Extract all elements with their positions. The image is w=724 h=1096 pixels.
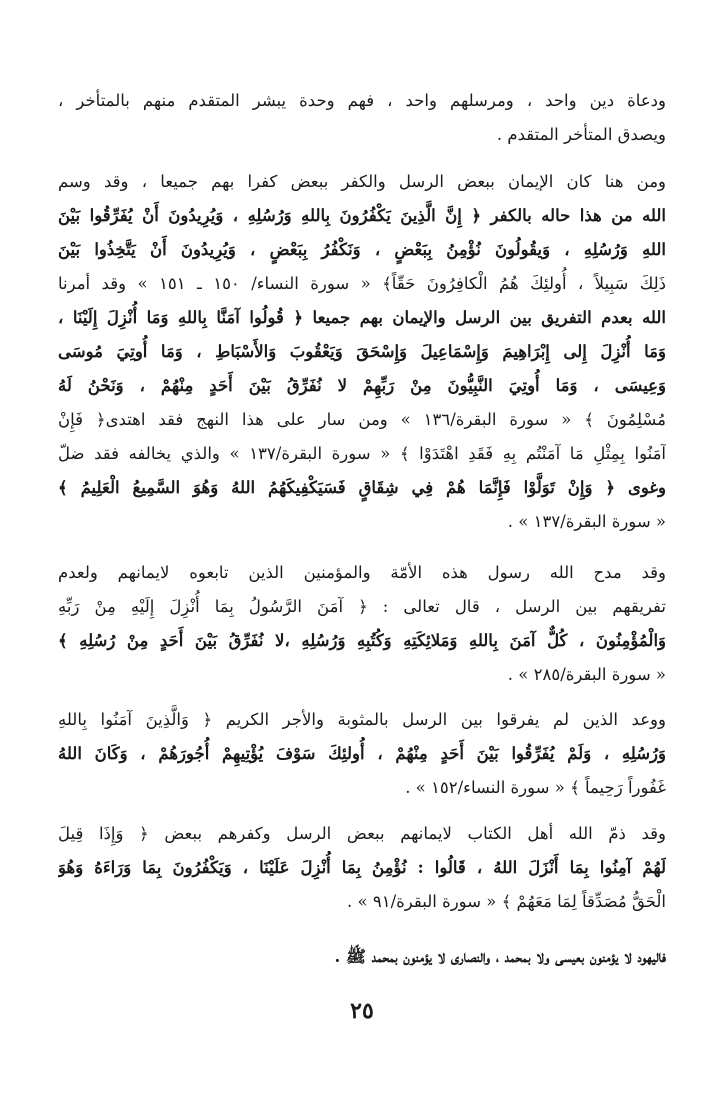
- text-line: فاليهود لا يؤمنون بعيسى ولا بمحمد ، والنصارى لا يؤمنون بمحمد ﷺ .: [334, 947, 666, 966]
- text-line: آمَنُوا بِمِثْلِ مَا آمَنْتُم بِهِ فَقَدِ اهْتَدَوْا ﴾ « سورة البقرة/١٣٧ » والذي يخالفه فقد ضلّ: [58, 444, 666, 463]
- text-line: وقد مدح الله رسول هذه الأمّة والمؤمنين الذين تابعوه لايمانهم ولعدم: [58, 563, 666, 582]
- text-line: وغوى ﴿ وَإِنْ تَوَلَّوْا فَإِنَّمَا هُمْ فِي شِقَاقٍ فَسَيَكْفِيكَهُمُ اللهُ وَهُوَ السَّمِيعُ الْعَلِيمُ ﴾: [58, 478, 666, 497]
- text-line: وَعِيسَى ، وَمَا أُوتِيَ النَّبِيُّونَ مِنْ رَبِّهِمْ لا نُفَرِّقُ بَيْنَ أَحَدٍ مِنْهُمْ ، وَنَحْنُ لَهُ: [58, 376, 666, 395]
- paragraph-6: [58, 940, 666, 974]
- text-line: تفريقهم بين الرسل ، قال تعالى : ﴿ آمَنَ الرَّسُولُ بِمَا أُنْزِلَ إِلَيْهِ مِنْ رَبِّهِ: [58, 597, 666, 616]
- text-line: اللهِ وَرُسُلِهِ ، وَيقُولُونَ نُؤْمِنُ بِبَعْضٍ ، وَنَكْفُرُ بِبَعْضٍ ، وَيُرِيدُونَ أَنْ يَتَّخِذُوا بَيْنَ: [58, 240, 666, 259]
- text-line: ويصدق المتأخر المتقدم .: [496, 125, 666, 144]
- text-line: « سورة البقرة/٢٨٥ » .: [507, 665, 666, 684]
- text-line: « سورة البقرة/١٣٧ » .: [507, 512, 666, 531]
- text-line: وَالْمُؤْمِنُونَ ، كُلٌّ آمَنَ بِاللهِ وَمَلائِكَتِهِ وَكُتُبِهِ وَرُسُلِهِ ،لا نُفَرِّقُ بَيْنَ أَحَدٍ مِنْ رُسُلِهِ ﴾: [58, 631, 666, 650]
- paragraph-3: [58, 556, 666, 692]
- paragraph-5: [58, 817, 666, 919]
- text-line: ودعاة دين واحد ، ومرسلهم واحد ، فهم وحدة يبشر المتقدم منهم بالمتأخر ،: [58, 91, 666, 110]
- text-line: الله بعدم التفريق بين الرسل والإيمان بهم جميعا ﴿ قُولُوا آمَنَّا بِاللهِ وَمَا أُنْزِلَ إِلَيْنَا ،: [58, 308, 666, 327]
- text-line: لَهُمْ آمِنُوا بِمَا أَنْزَلَ اللهُ ، قَالُوا : نُؤْمِنُ بِمَا أُنْزِلَ عَلَيْنَا ، وَيَكْفُرُونَ بِمَا وَرَاءَهُ وَهُوَ: [58, 858, 666, 877]
- text-line: ووعد الذين لم يفرقوا بين الرسل بالمثوبة والأجر الكريم ﴿ وَالَّذِينَ آمَنُوا بِاللهِ: [58, 710, 666, 729]
- text-line: مُسْلِمُونَ ﴾ « سورة البقرة/١٣٦ » ومن سار على هذا النهج فقد اهتدى﴿ فَإِنْ: [58, 410, 666, 429]
- text-line: ذَلِكَ سَبِيلاً ، أُولئِكَ هُمُ الْكافِرُونَ حَقّاً﴾ « سورة النساء/ ١٥٠ ـ ١٥١ » وقد أمرنا: [58, 274, 666, 293]
- text-line: غَفُوراً رَحِيماً ﴾ « سورة النساء/١٥٢ » .: [405, 778, 666, 797]
- paragraph-1: [58, 84, 666, 152]
- text-line: وقد ذمّ الله أهل الكتاب لايمانهم ببعض الرسل وكفرهم ببعض ﴿ وَإِذَا قِيلَ: [58, 824, 666, 843]
- text-line: الْحَقُّ مُصَدِّقاً لِمَا مَعَهُمْ ﴾ « سورة البقرة/٩١ » .: [347, 892, 666, 911]
- page-number: ٢٥: [350, 998, 374, 1024]
- paragraph-2: [58, 165, 666, 539]
- text-line: وَرُسُلِهِ ، وَلَمْ يُفَرِّقُوا بَيْنَ أَحَدٍ مِنْهُمْ ، أُولئِكَ سَوْفَ يُؤْتِيهِمْ أُجُورَهُمْ ، وَكَانَ اللهُ: [58, 744, 666, 763]
- paragraph-4: [58, 703, 666, 805]
- text-line: الله من هذا حاله بالكفر ﴿ إِنَّ الَّذِينَ يَكْفُرُونَ بِاللهِ وَرُسُلِهِ ، وَيُرِيدُونَ أَنْ يُفَرِّقُوا بَيْنَ: [58, 206, 666, 225]
- text-line: ومن هنا كان الإيمان ببعض الرسل والكفر ببعض كفرا بهم جميعا ، وقد وسم: [58, 172, 666, 191]
- text-line: وَمَا أُنْزِلَ إِلى إِبْرَاهِيمَ وَإِسْمَاعِيلَ وَإِسْحَقَ وَيَعْقُوبَ وَالأَسْبَاطِ ، وَمَا أُوتِيَ مُوسَى: [58, 342, 666, 361]
